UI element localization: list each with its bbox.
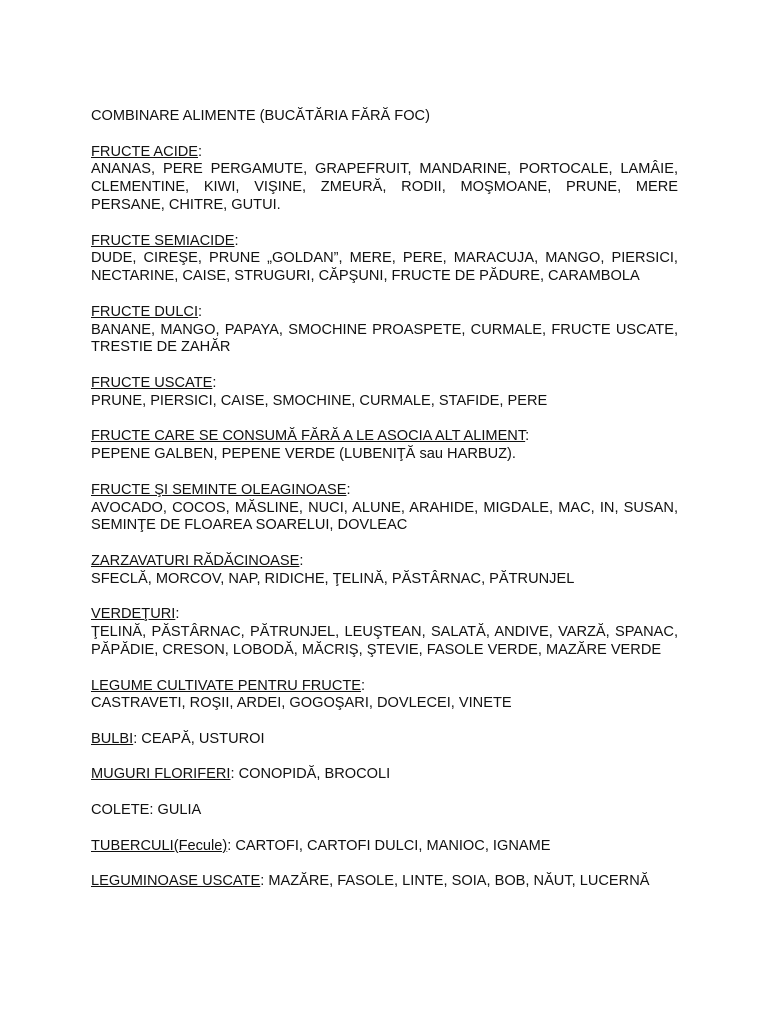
section-fructe-dulci xyxy=(91,304,678,357)
section-heading: ZARZAVATURI RĂDĂCINOASE xyxy=(91,552,300,569)
section-heading: LEGUME CULTIVATE PENTRU FRUCTE xyxy=(91,677,362,694)
section-body: MAZĂRE, FASOLE, LINTE, SOIA, BOB, NĂUT, LUCERNĂ xyxy=(264,873,650,890)
section-separator: : xyxy=(212,374,217,391)
section-heading: FRUCTE ACIDE xyxy=(91,143,199,160)
section-tuberculi xyxy=(91,838,678,856)
section-separator: : xyxy=(227,837,232,854)
section-fructe-fara-asociere xyxy=(91,428,678,464)
section-separator: : xyxy=(234,232,239,249)
section-bulbi xyxy=(91,731,678,749)
section-heading: BULBI xyxy=(91,730,134,747)
section-heading: FRUCTE ŞI SEMINTE OLEAGINOASE xyxy=(91,481,347,498)
section-separator: : xyxy=(299,552,304,569)
section-separator: : xyxy=(198,143,203,160)
section-heading: FRUCTE USCATE xyxy=(91,374,213,391)
section-separator: : xyxy=(198,303,203,320)
section-body: CEAPĂ, USTUROI xyxy=(137,730,265,747)
section-body: ŢELINĂ, PĂSTÂRNAC, PĂTRUNJEL, LEUŞTEAN, SALATĂ, ANDIVE, VARZĂ, SPANAC, PĂPĂDIE, CRESON, LOBODĂ, MĂCRIŞ, ŞTEVIE, FASOLE VERDE, MAZĂRE VERDE xyxy=(91,624,678,658)
section-heading: LEGUMINOASE USCATE xyxy=(91,873,261,890)
section-separator: : xyxy=(230,766,235,783)
section-separator: : xyxy=(175,606,180,623)
section-body: COLETE: GULIA xyxy=(91,802,202,819)
section-colete xyxy=(91,802,678,820)
section-body: BANANE, MANGO, PAPAYA, SMOCHINE PROASPETE, CURMALE, FRUCTE USCATE, TRESTIE DE ZAHĂR xyxy=(91,321,678,356)
section-heading: FRUCTE CARE SE CONSUMĂ FĂRĂ A LE ASOCIA ALT ALIMENT xyxy=(91,428,526,445)
section-body: SFECLĂ, MORCOV, NAP, RIDICHE, ŢELINĂ, PĂSTÂRNAC, PĂTRUNJEL xyxy=(91,570,575,587)
section-legume-cultivate xyxy=(91,678,678,714)
section-body: CONOPIDĂ, BROCOLI xyxy=(234,766,391,783)
section-separator: : xyxy=(260,873,265,890)
section-heading: FRUCTE SEMIACIDE xyxy=(91,232,235,249)
section-muguri-floriferi xyxy=(91,766,678,784)
section-separator: : xyxy=(346,481,351,498)
section-fructe-uscate xyxy=(91,375,678,411)
section-body: CASTRAVETI, ROŞII, ARDEI, GOGOŞARI, DOVLECEI, VINETE xyxy=(91,695,512,712)
section-leguminoase-uscate xyxy=(91,873,678,891)
section-fructe-acide xyxy=(91,144,678,215)
section-separator: : xyxy=(361,677,366,694)
section-body: AVOCADO, COCOS, MĂSLINE, NUCI, ALUNE, ARAHIDE, MIGDALE, MAC, IN, SUSAN, SEMINŢE DE FLOAREA SOARELUI, DOVLEAC xyxy=(91,499,678,534)
section-body: PRUNE, PIERSICI, CAISE, SMOCHINE, CURMALE, STAFIDE, PERE xyxy=(91,392,548,409)
section-body: CARTOFI, CARTOFI DULCI, MANIOC, IGNAME xyxy=(231,837,551,854)
section-body: PEPENE GALBEN, PEPENE VERDE (LUBENIŢĂ sau HARBUZ). xyxy=(91,446,516,463)
section-separator: : xyxy=(525,428,530,445)
section-verdeturi xyxy=(91,606,678,659)
section-heading: VERDEŢURI xyxy=(91,606,176,623)
section-fructe-seminte-oleaginoase xyxy=(91,482,678,535)
section-zarzavaturi-radacinoase xyxy=(91,553,678,589)
document-title: COMBINARE ALIMENTE (BUCĂTĂRIA FĂRĂ FOC) xyxy=(91,108,430,124)
section-separator: : xyxy=(133,730,138,747)
section-heading: TUBERCULI(Fecule) xyxy=(91,837,228,854)
section-heading: FRUCTE DULCI xyxy=(91,303,199,320)
section-fructe-semiacide xyxy=(91,233,678,286)
section-body: ANANAS, PERE PERGAMUTE, GRAPEFRUIT, MANDARINE, PORTOCALE, LAMÂIE, CLEMENTINE, KIWI, VIŞINE, ZMEURĂ, RODII, MOŞMOANE, PRUNE, MERE PERSANE, CHITRE, GUTUI. xyxy=(91,161,678,213)
section-heading: MUGURI FLORIFERI xyxy=(91,766,231,783)
section-body: DUDE, CIREŞE, PRUNE „GOLDAN”, MERE, PERE, MARACUJA, MANGO, PIERSICI, NECTARINE, CAISE, STRUGURI, CĂPŞUNI, FRUCTE DE PĂDURE, CARAMBOLA xyxy=(91,250,678,285)
